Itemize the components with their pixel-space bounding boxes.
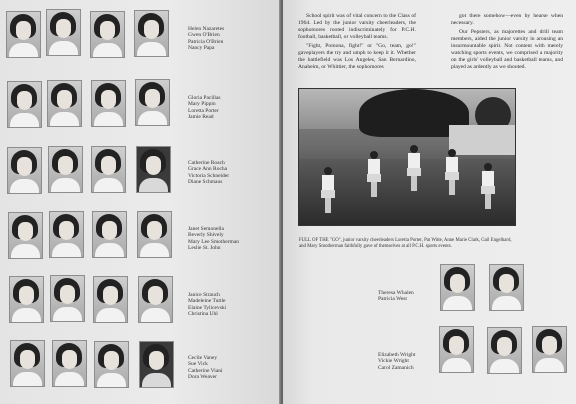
portrait-photo (137, 211, 172, 258)
portrait-photo (93, 276, 128, 323)
names-group-2 (188, 95, 274, 121)
paragraph: School spirit was of vital concern to the Class of 1964. Led by the junior varsity cheerleaders, the sophomores rooted indiscriminately for P.C.H. football, basketball, or volleyball teams. (298, 13, 416, 40)
student-name: Leslie St. John (188, 245, 221, 252)
student-name: Catherine Roach (188, 160, 225, 166)
portrait-photo (134, 10, 169, 57)
student-name: Carol Zamanich (378, 364, 414, 371)
portrait-photo (91, 146, 126, 193)
names-group-5 (188, 292, 274, 318)
student-name: Vickie Wright (378, 358, 409, 365)
student-name: Janice Strauch (188, 292, 220, 298)
names-group-3 (188, 160, 274, 186)
student-name: Patricia West (378, 296, 407, 303)
portrait-photo (440, 264, 475, 311)
student-name: Grace Ann Rocha (188, 166, 228, 173)
student-name: Catherine Viani (188, 367, 223, 374)
portrait-photo (50, 275, 85, 322)
student-name: Jamie Read (188, 114, 214, 121)
portrait-photo (532, 326, 567, 373)
student-name: Nancy Papa (188, 45, 215, 52)
portrait-photo (90, 11, 125, 58)
student-name: Victoria Schneider (188, 172, 230, 179)
portrait-photo (135, 79, 170, 126)
student-name: Madeleine Tuttle (188, 298, 226, 305)
portrait-photo (439, 326, 474, 373)
portrait-photo (91, 80, 126, 127)
student-name: Theresa Whalen (378, 290, 414, 296)
student-name: Sue Vick (188, 361, 208, 368)
student-name: Beverly Shively (188, 232, 224, 239)
student-name: Patricia O'Brien (188, 38, 224, 45)
names-group-6 (188, 355, 274, 381)
portrait-photo (94, 341, 129, 388)
left-page (0, 0, 281, 404)
portrait-photo (52, 340, 87, 387)
portrait-photo (92, 211, 127, 258)
paragraph: "Fight, Pomona, fight!" or "Go, team, go!" gaveplayers the try and umph to keep it it. Whether the battlefield was Los Angeles, San Bernardino, Anaheim, or Whittier, the sophomores (298, 43, 416, 70)
student-name: Christina Uhl (188, 311, 218, 318)
student-name: Gwen O'Brien (188, 32, 220, 39)
student-name: Helen Nazaretes (188, 26, 225, 32)
portrait-photo (10, 340, 45, 387)
student-name: Elizabeth Wright (378, 352, 416, 358)
portrait-photo (9, 276, 44, 323)
names-group-7 (378, 290, 436, 303)
student-name: Janet Semonella (188, 226, 224, 232)
portrait-photo (489, 264, 524, 311)
student-name: Mary Pippin (188, 101, 216, 108)
portrait-photo (48, 146, 83, 193)
portrait-photo (47, 80, 82, 127)
student-name: Elaine Tylicevski (188, 304, 227, 311)
photo-caption: FULL OF THE "GO", junior varsity cheerleaders Loretta Porter, Pat Witte, Anne Marie Clark, Gail Engelhard, and Mary Smotherman faithfully gave of themselves at all P.C.H. sports events. (299, 238, 512, 249)
portrait-photo (136, 146, 171, 193)
paragraph: got there somehow—even by hearse when necessary. (451, 13, 563, 26)
portrait-photo (7, 81, 42, 128)
names-group-8 (378, 352, 438, 371)
cheerleaders-photo (298, 88, 516, 226)
portrait-photo (7, 147, 42, 194)
portrait-photo (138, 276, 173, 323)
student-name: Mary Lee Smotherman (188, 238, 240, 245)
student-name: Dora Weaver (188, 374, 217, 381)
body-text-column-2 (451, 13, 563, 71)
portrait-photo (139, 341, 174, 388)
portrait-photo (8, 212, 43, 259)
portrait-photo (46, 9, 81, 56)
body-text-column-1 (298, 13, 416, 71)
portrait-photo (487, 327, 522, 374)
student-name: Gloria Pacillas (188, 95, 221, 101)
portrait-photo (49, 211, 84, 258)
student-name: Loretta Porter (188, 107, 219, 114)
student-name: Diane Schmaus (188, 179, 223, 186)
portrait-photo (6, 11, 41, 58)
names-group-4 (188, 226, 274, 252)
student-name: Cecile Vaney (188, 355, 218, 361)
names-group-1 (188, 26, 274, 52)
paragraph: Our Pepsters, as majorettes and drill team members, aided the junior varsity in arousing an insurmountable spirit. Not content with merely watching sports events, we comprised a majority on the girls' volleyball and basketball teams, and played as ardently as we shouted. (451, 29, 563, 70)
